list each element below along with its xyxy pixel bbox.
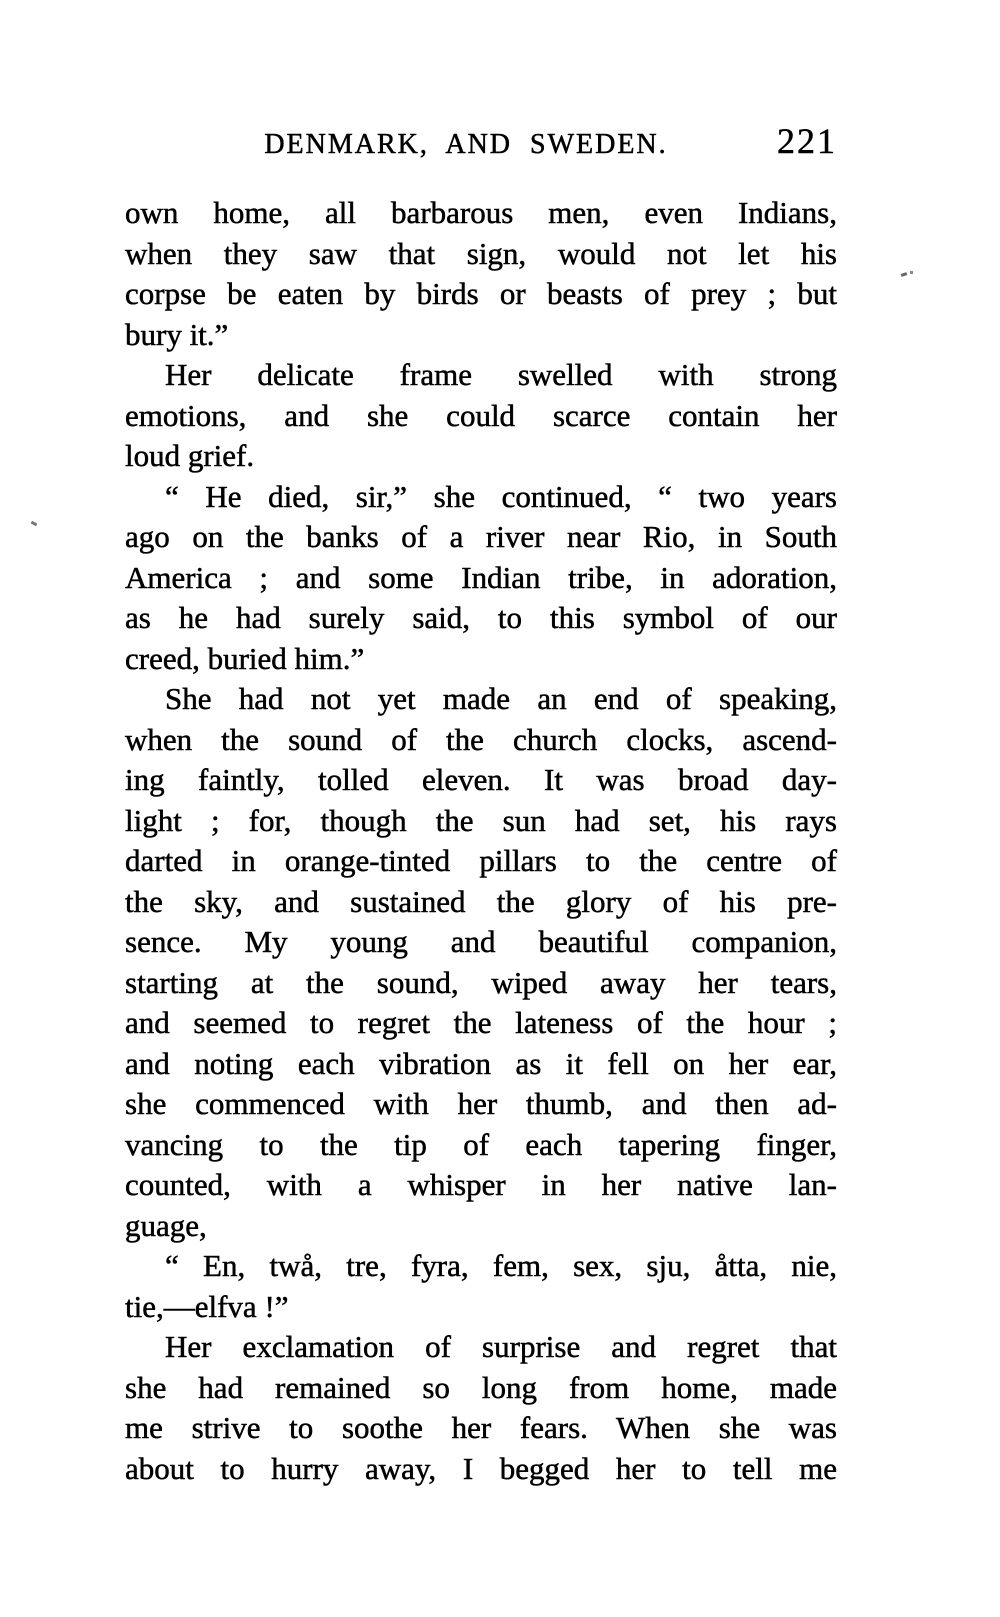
text-line: counted, with a whisper in her native lan- <box>125 1167 837 1202</box>
scan-speck <box>901 272 908 277</box>
text-line: ing faintly, tolled eleven. It was broad day- <box>125 762 837 797</box>
text-line: the sky, and sustained the glory of his pre- <box>125 883 837 919</box>
text-line: me strive to soothe her fears. When she was <box>125 1410 837 1445</box>
text-line: bury it.” <box>125 316 229 352</box>
text-line: when they saw that sign, would not let his <box>125 235 837 271</box>
text-line: creed, buried him.” <box>125 640 365 676</box>
text-line: as he had surely said, to this symbol of our <box>125 600 837 635</box>
text-line: She had not yet made an end of speaking, <box>165 681 837 716</box>
text-line: vancing to the tip of each tapering finger, <box>125 1126 837 1162</box>
paragraph <box>125 679 837 1246</box>
paragraph <box>125 193 837 355</box>
text-line: guage, <box>125 1207 207 1243</box>
paragraph <box>125 477 837 680</box>
text-line: sence. My young and beautiful companion, <box>125 924 837 959</box>
text-line: Her exclamation of surprise and regret that <box>165 1329 837 1364</box>
text-line: Her delicate frame swelled with strong <box>165 357 837 392</box>
text-line: America ; and some Indian tribe, in adoration, <box>125 559 837 595</box>
text-line: she commenced with her thumb, and then ad- <box>125 1086 837 1121</box>
running-header-title: DENMARK, AND SWEDEN. <box>264 129 668 160</box>
scan-speck <box>31 521 38 526</box>
running-header <box>125 120 837 166</box>
text-line: darted in orange-tinted pillars to the centre of <box>125 843 837 878</box>
text-line: ago on the banks of a river near Rio, in South <box>125 519 837 554</box>
text-line: starting at the sound, wiped away her tears, <box>125 964 837 1000</box>
scan-speck <box>910 271 913 274</box>
text-line: corpse be eaten by birds or beasts of prey ; but <box>125 276 837 311</box>
text-line: loud grief. <box>125 438 255 473</box>
text-line: own home, all barbarous men, even Indians, <box>125 195 837 230</box>
text-line: light ; for, though the sun had set, his rays <box>125 802 837 838</box>
text-line: and noting each vibration as it fell on her ear, <box>125 1045 837 1081</box>
body-text <box>125 193 837 1489</box>
paragraph <box>125 355 837 477</box>
text-line: emotions, and she could scarce contain her <box>125 397 837 433</box>
paragraph <box>125 1327 837 1489</box>
text-line: tie,—elfva !” <box>125 1288 289 1324</box>
page-number: 221 <box>777 121 837 161</box>
paragraph <box>125 1246 837 1327</box>
text-line: and seemed to regret the lateness of the hour ; <box>125 1005 837 1040</box>
text-line: “ He died, sir,” she continued, “ two years <box>165 478 837 514</box>
text-line: she had remained so long from home, made <box>125 1369 837 1405</box>
text-line: when the sound of the church clocks, ascend- <box>125 721 837 757</box>
text-line: “ En, twå, tre, fyra, fem, sex, sju, åtta, nie, <box>165 1248 837 1283</box>
text-line: about to hurry away, I begged her to tell me <box>125 1450 837 1486</box>
